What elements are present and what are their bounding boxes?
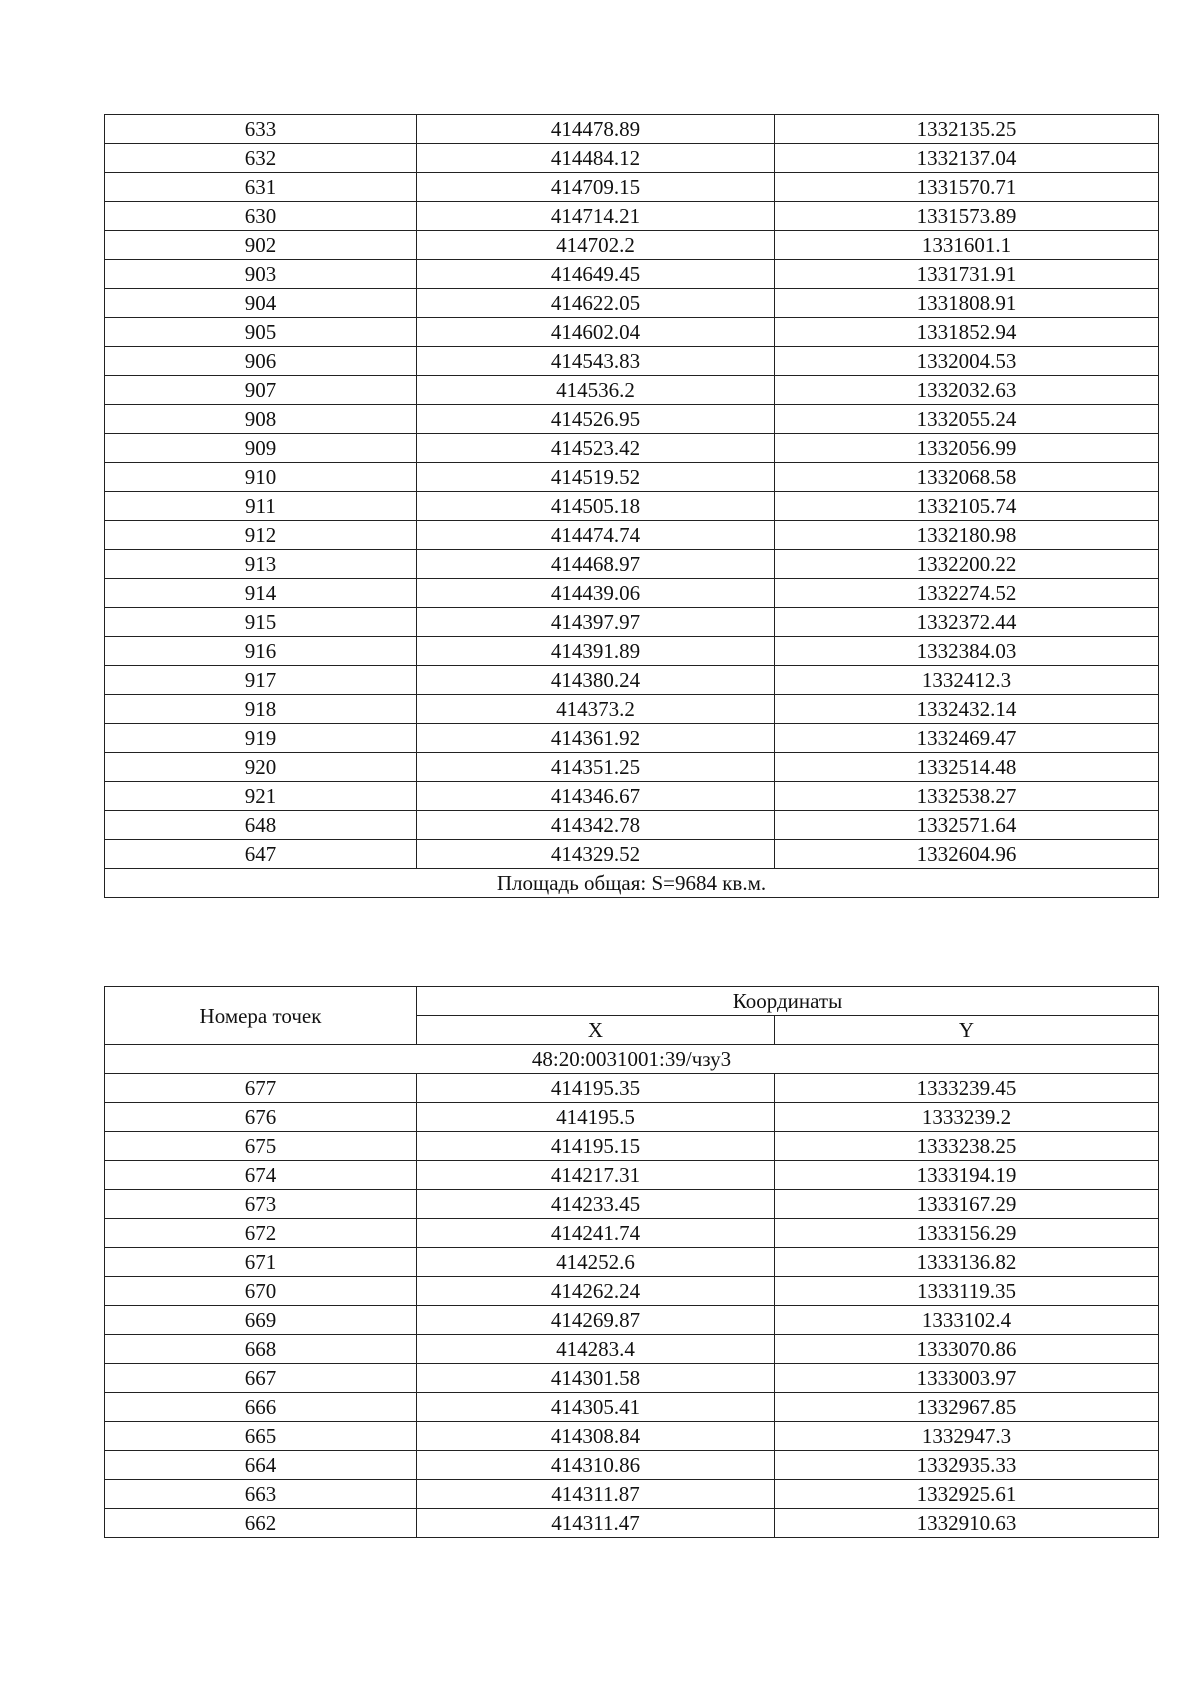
point-number-cell: 917: [105, 666, 417, 695]
point-number-cell: 672: [105, 1219, 417, 1248]
point-number-cell: 632: [105, 144, 417, 173]
x-coordinate-cell: 414351.25: [417, 753, 775, 782]
point-number-cell: 665: [105, 1422, 417, 1451]
x-coordinate-cell: 414361.92: [417, 724, 775, 753]
y-coordinate-cell: 1332135.25: [775, 115, 1159, 144]
point-number-cell: 920: [105, 753, 417, 782]
table-row: [105, 202, 1159, 231]
y-coordinate-cell: 1332432.14: [775, 695, 1159, 724]
y-coordinate-cell: 1333194.19: [775, 1161, 1159, 1190]
y-coordinate-cell: 1332935.33: [775, 1451, 1159, 1480]
y-coordinate-cell: 1332538.27: [775, 782, 1159, 811]
x-coordinate-cell: 414262.24: [417, 1277, 775, 1306]
point-number-cell: 664: [105, 1451, 417, 1480]
table-row: [105, 1451, 1159, 1480]
x-coordinate-cell: 414269.87: [417, 1306, 775, 1335]
x-coordinate-cell: 414519.52: [417, 463, 775, 492]
x-coordinate-cell: 414342.78: [417, 811, 775, 840]
x-coordinate-cell: 414311.87: [417, 1480, 775, 1509]
x-coordinate-cell: 414709.15: [417, 173, 775, 202]
x-coordinate-cell: 414310.86: [417, 1451, 775, 1480]
table-row: [105, 1132, 1159, 1161]
x-coordinate-cell: 414346.67: [417, 782, 775, 811]
y-coordinate-cell: 1332032.63: [775, 376, 1159, 405]
point-number-cell: 915: [105, 608, 417, 637]
x-coordinate-cell: 414622.05: [417, 289, 775, 318]
y-coordinate-cell: 1333238.25: [775, 1132, 1159, 1161]
y-coordinate-cell: 1331808.91: [775, 289, 1159, 318]
y-coordinate-cell: 1332469.47: [775, 724, 1159, 753]
x-coordinate-cell: 414397.97: [417, 608, 775, 637]
y-coordinate-cell: 1332274.52: [775, 579, 1159, 608]
y-coordinate-cell: 1333167.29: [775, 1190, 1159, 1219]
point-number-cell: 913: [105, 550, 417, 579]
table-row: [105, 1248, 1159, 1277]
table-row: [105, 666, 1159, 695]
table-row: [105, 1103, 1159, 1132]
y-coordinate-cell: 1332055.24: [775, 405, 1159, 434]
x-coordinate-cell: 414702.2: [417, 231, 775, 260]
x-coordinate-cell: 414301.58: [417, 1364, 775, 1393]
y-coordinate-cell: 1333070.86: [775, 1335, 1159, 1364]
x-coordinate-cell: 414283.4: [417, 1335, 775, 1364]
table-row: [105, 782, 1159, 811]
table-row: [105, 144, 1159, 173]
x-coordinate-cell: 414474.74: [417, 521, 775, 550]
header-y: Y: [775, 1016, 1159, 1045]
point-number-cell: 902: [105, 231, 417, 260]
table-row: [105, 1335, 1159, 1364]
y-coordinate-cell: 1332200.22: [775, 550, 1159, 579]
section-row: [105, 1045, 1159, 1074]
table-row: [105, 463, 1159, 492]
table-row: [105, 724, 1159, 753]
point-number-cell: 663: [105, 1480, 417, 1509]
table-row: [105, 318, 1159, 347]
table-row: [105, 840, 1159, 869]
x-coordinate-cell: 414484.12: [417, 144, 775, 173]
y-coordinate-cell: 1333136.82: [775, 1248, 1159, 1277]
y-coordinate-cell: 1333156.29: [775, 1219, 1159, 1248]
table-row: [105, 1074, 1159, 1103]
y-coordinate-cell: 1332180.98: [775, 521, 1159, 550]
table-row: [105, 1480, 1159, 1509]
table-row: [105, 492, 1159, 521]
table-row: [105, 173, 1159, 202]
x-coordinate-cell: 414526.95: [417, 405, 775, 434]
table-row: [105, 695, 1159, 724]
y-coordinate-cell: 1333119.35: [775, 1277, 1159, 1306]
point-number-cell: 666: [105, 1393, 417, 1422]
y-coordinate-cell: 1332925.61: [775, 1480, 1159, 1509]
y-coordinate-cell: 1331852.94: [775, 318, 1159, 347]
point-number-cell: 903: [105, 260, 417, 289]
table-row: [105, 550, 1159, 579]
y-coordinate-cell: 1331601.1: [775, 231, 1159, 260]
area-row: [105, 869, 1159, 898]
table-row: [105, 1277, 1159, 1306]
point-number-cell: 910: [105, 463, 417, 492]
total-area-label: Площадь общая: S=9684 кв.м.: [105, 869, 1159, 898]
point-number-cell: 669: [105, 1306, 417, 1335]
point-number-cell: 647: [105, 840, 417, 869]
point-number-cell: 674: [105, 1161, 417, 1190]
y-coordinate-cell: 1333239.2: [775, 1103, 1159, 1132]
table-row: [105, 811, 1159, 840]
table-row: [105, 1393, 1159, 1422]
table-row: [105, 1219, 1159, 1248]
x-coordinate-cell: 414329.52: [417, 840, 775, 869]
table-row: [105, 115, 1159, 144]
x-coordinate-cell: 414523.42: [417, 434, 775, 463]
point-number-cell: 670: [105, 1277, 417, 1306]
y-coordinate-cell: 1332514.48: [775, 753, 1159, 782]
x-coordinate-cell: 414233.45: [417, 1190, 775, 1219]
y-coordinate-cell: 1332412.3: [775, 666, 1159, 695]
table-row: [105, 1422, 1159, 1451]
point-number-cell: 671: [105, 1248, 417, 1277]
point-number-cell: 677: [105, 1074, 417, 1103]
point-number-cell: 668: [105, 1335, 417, 1364]
table-row: [105, 1190, 1159, 1219]
coordinates-table-continued: [104, 114, 1159, 898]
y-coordinate-cell: 1332947.3: [775, 1422, 1159, 1451]
x-coordinate-cell: 414714.21: [417, 202, 775, 231]
point-number-cell: 662: [105, 1509, 417, 1538]
table-row: [105, 434, 1159, 463]
table-row: [105, 347, 1159, 376]
y-coordinate-cell: 1331573.89: [775, 202, 1159, 231]
point-number-cell: 921: [105, 782, 417, 811]
table-row: [105, 405, 1159, 434]
point-number-cell: 911: [105, 492, 417, 521]
table-row: [105, 521, 1159, 550]
header-point-numbers: Номера точек: [105, 987, 417, 1045]
y-coordinate-cell: 1333102.4: [775, 1306, 1159, 1335]
point-number-cell: 906: [105, 347, 417, 376]
table-row: [105, 637, 1159, 666]
table-row: [105, 376, 1159, 405]
table-body: [105, 115, 1159, 869]
table-row: [105, 1161, 1159, 1190]
y-coordinate-cell: 1332068.58: [775, 463, 1159, 492]
x-coordinate-cell: 414536.2: [417, 376, 775, 405]
x-coordinate-cell: 414439.06: [417, 579, 775, 608]
table-row: [105, 1306, 1159, 1335]
point-number-cell: 916: [105, 637, 417, 666]
x-coordinate-cell: 414391.89: [417, 637, 775, 666]
y-coordinate-cell: 1332910.63: [775, 1509, 1159, 1538]
table-row: [105, 608, 1159, 637]
x-coordinate-cell: 414505.18: [417, 492, 775, 521]
x-coordinate-cell: 414602.04: [417, 318, 775, 347]
x-coordinate-cell: 414311.47: [417, 1509, 775, 1538]
header-coordinates: Координаты: [417, 987, 1159, 1016]
point-number-cell: 633: [105, 115, 417, 144]
table-row: [105, 579, 1159, 608]
x-coordinate-cell: 414649.45: [417, 260, 775, 289]
point-number-cell: 675: [105, 1132, 417, 1161]
coordinates-table-chzu3: [104, 986, 1159, 1538]
x-coordinate-cell: 414195.5: [417, 1103, 775, 1132]
x-coordinate-cell: 414305.41: [417, 1393, 775, 1422]
point-number-cell: 667: [105, 1364, 417, 1393]
header-row: [105, 987, 1159, 1016]
y-coordinate-cell: 1332571.64: [775, 811, 1159, 840]
x-coordinate-cell: 414308.84: [417, 1422, 775, 1451]
point-number-cell: 914: [105, 579, 417, 608]
table-row: [105, 1509, 1159, 1538]
table-row: [105, 231, 1159, 260]
x-coordinate-cell: 414373.2: [417, 695, 775, 724]
x-coordinate-cell: 414241.74: [417, 1219, 775, 1248]
y-coordinate-cell: 1331570.71: [775, 173, 1159, 202]
y-coordinate-cell: 1333239.45: [775, 1074, 1159, 1103]
x-coordinate-cell: 414543.83: [417, 347, 775, 376]
x-coordinate-cell: 414468.97: [417, 550, 775, 579]
y-coordinate-cell: 1332967.85: [775, 1393, 1159, 1422]
x-coordinate-cell: 414252.6: [417, 1248, 775, 1277]
table-row: [105, 289, 1159, 318]
point-number-cell: 630: [105, 202, 417, 231]
point-number-cell: 648: [105, 811, 417, 840]
x-coordinate-cell: 414217.31: [417, 1161, 775, 1190]
table-body: [105, 1074, 1159, 1538]
x-coordinate-cell: 414380.24: [417, 666, 775, 695]
point-number-cell: 909: [105, 434, 417, 463]
y-coordinate-cell: 1332105.74: [775, 492, 1159, 521]
x-coordinate-cell: 414478.89: [417, 115, 775, 144]
table-row: [105, 753, 1159, 782]
section-cadastral-number: 48:20:0031001:39/чзу3: [105, 1045, 1159, 1074]
point-number-cell: 676: [105, 1103, 417, 1132]
point-number-cell: 908: [105, 405, 417, 434]
y-coordinate-cell: 1332384.03: [775, 637, 1159, 666]
y-coordinate-cell: 1332372.44: [775, 608, 1159, 637]
point-number-cell: 907: [105, 376, 417, 405]
y-coordinate-cell: 1331731.91: [775, 260, 1159, 289]
point-number-cell: 905: [105, 318, 417, 347]
table-row: [105, 1364, 1159, 1393]
point-number-cell: 904: [105, 289, 417, 318]
x-coordinate-cell: 414195.35: [417, 1074, 775, 1103]
point-number-cell: 673: [105, 1190, 417, 1219]
header-x: X: [417, 1016, 775, 1045]
point-number-cell: 919: [105, 724, 417, 753]
y-coordinate-cell: 1332604.96: [775, 840, 1159, 869]
point-number-cell: 631: [105, 173, 417, 202]
point-number-cell: 912: [105, 521, 417, 550]
y-coordinate-cell: 1332056.99: [775, 434, 1159, 463]
y-coordinate-cell: 1332004.53: [775, 347, 1159, 376]
table-row: [105, 260, 1159, 289]
y-coordinate-cell: 1332137.04: [775, 144, 1159, 173]
x-coordinate-cell: 414195.15: [417, 1132, 775, 1161]
y-coordinate-cell: 1333003.97: [775, 1364, 1159, 1393]
point-number-cell: 918: [105, 695, 417, 724]
